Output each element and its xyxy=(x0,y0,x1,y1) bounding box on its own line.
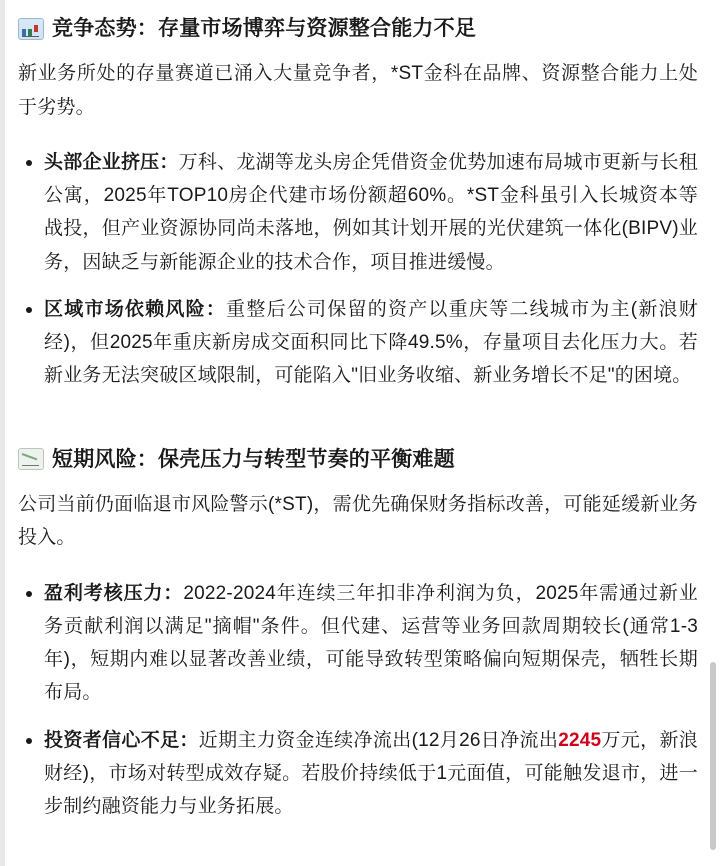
scrollbar-thumb[interactable] xyxy=(710,662,716,850)
scrollbar-track[interactable] xyxy=(712,0,718,866)
declining-chart-icon xyxy=(18,448,44,470)
list-item xyxy=(44,724,698,824)
bullet-text: 近期主力资金连续净流出(12月26日净流出 xyxy=(198,729,559,751)
bullet-term: 区域市场依赖风险： xyxy=(44,298,227,320)
section-heading-text: 竞争态势：存量市场博弈与资源整合能力不足 xyxy=(52,17,476,40)
left-accent-rail xyxy=(0,0,5,866)
bullet-term: 投资者信心不足： xyxy=(44,729,199,751)
section-heading-short-term-risk xyxy=(18,445,698,474)
bullet-text: 2022-2024年连续三年扣非净利润为负，2025年需通过新业务贡献利润以满足"摘帽"条件。但代建、运营等业务回款周期较长(通常1-3年)，短期内难以显著改善业绩，可能导致转型策略偏向短期保壳，牺牲长期布局。 xyxy=(44,582,698,704)
list-item xyxy=(44,146,698,279)
bullet-term: 头部企业挤压： xyxy=(44,151,179,173)
bullet-text-cont: 万元，新浪财经)，市场对转型成效存疑。若股价持续低于1元面值，可能触发退市，进一步制约融资能力与业务拓展。 xyxy=(44,729,698,818)
bullet-term: 盈利考核压力： xyxy=(44,582,184,604)
bullet-list-short-term-risk xyxy=(18,577,698,824)
bar-chart-icon xyxy=(18,18,44,40)
bullet-text: 重整后公司保留的资产以重庆等二线城市为主(新浪财经)，但2025年重庆新房成交面积同比下降49.5%，存量项目去化压力大。若新业务无法突破区域限制，可能陷入"旧业务收缩、新业务增长不足"的困境。 xyxy=(44,298,698,387)
section-spacer xyxy=(18,419,698,437)
section-heading-competition xyxy=(18,14,698,43)
bullet-text: 万科、龙湖等龙头房企凭借资金优势加速布局城市更新与长租公寓，2025年TOP10房企代建市场份额超60%。*ST金科虽引入长城资本等战投，但产业资源协同尚未落地，例如其计划开展的光伏建筑一体化(BIPV)业务，因缺乏与新能源企业的技术合作，项目推进缓慢。 xyxy=(44,151,698,273)
list-item xyxy=(44,293,698,393)
bullet-list-competition xyxy=(18,146,698,393)
section-intro-short-term-risk: 公司当前仍面临退市风险警示(*ST)，需优先确保财务指标改善，可能延缓新业务投入。 xyxy=(18,494,698,549)
section-intro-competition: 新业务所处的存量赛道已涌入大量竞争者，*ST金科在品牌、资源整合能力上处于劣势。 xyxy=(18,63,698,118)
section-heading-text: 短期风险：保壳压力与转型节奏的平衡难题 xyxy=(52,447,455,471)
highlight-value: 2245 xyxy=(558,729,602,751)
list-item xyxy=(44,577,698,710)
